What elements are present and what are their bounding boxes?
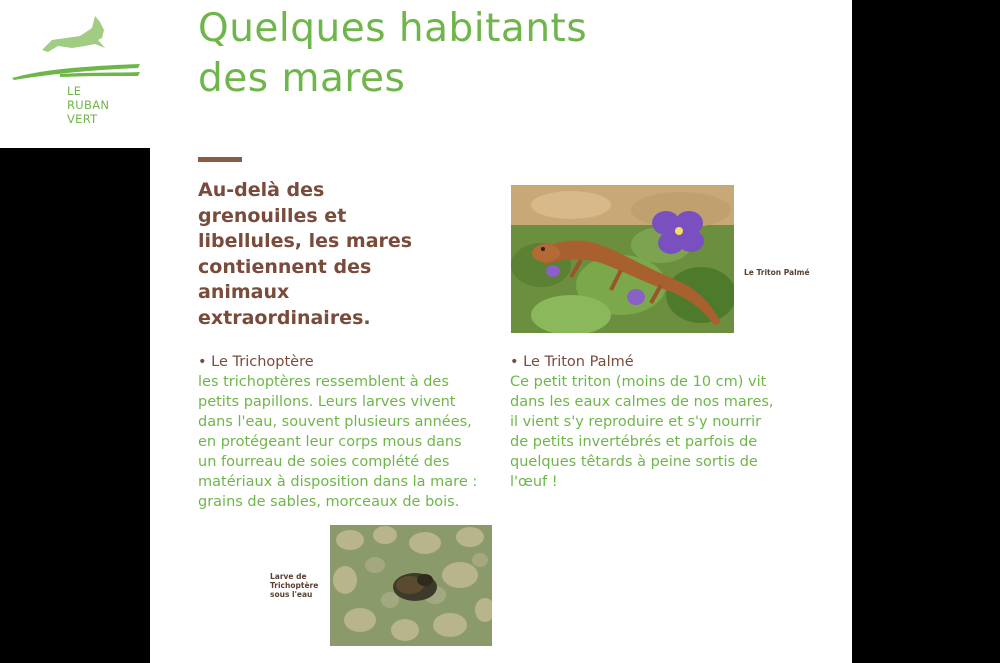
- larva-caption: [270, 572, 330, 599]
- logo-line: RUBAN: [67, 98, 110, 112]
- deer-icon: [0, 0, 150, 85]
- trichoptere-line: en protégeant leur corps mous dans: [198, 434, 462, 450]
- larva-photo: [330, 525, 492, 646]
- intro-line: contiennent des: [198, 255, 372, 278]
- newt-caption: Le Triton Palmé: [744, 268, 810, 277]
- logo-line: VERT: [67, 112, 98, 126]
- trichoptere-line: dans l'eau, souvent plusieurs années,: [198, 414, 472, 430]
- trichoptere-line: matériaux à disposition dans la mare :: [198, 474, 478, 490]
- newt-photo: [511, 185, 734, 333]
- larva-caption-line: Larve de: [270, 572, 307, 581]
- page-title: [198, 4, 587, 104]
- page: [150, 0, 852, 663]
- trichoptere-line: petits papillons. Leurs larves vivent: [198, 394, 456, 410]
- triton-heading: • Le Triton Palmé: [510, 354, 634, 370]
- trichoptere-section: [198, 352, 498, 512]
- trichoptere-line: les trichoptères ressemblent à des: [198, 374, 449, 390]
- intro-text: [198, 178, 458, 331]
- triton-line: l'œuf !: [510, 474, 558, 490]
- title-line-2: des mares: [198, 56, 406, 101]
- triton-section: [510, 352, 810, 492]
- larva-caption-line: sous l'eau: [270, 590, 313, 599]
- triton-line: il vient s'y reproduire et s'y nourrir: [510, 414, 762, 430]
- triton-line: dans les eaux calmes de nos mares,: [510, 394, 774, 410]
- trichoptere-line: un fourreau de soies complété des: [198, 454, 450, 470]
- divider: [198, 157, 242, 162]
- intro-line: Au-delà des: [198, 179, 325, 201]
- triton-line: Ce petit triton (moins de 10 cm) vit: [510, 374, 767, 390]
- larva-caption-line: Trichoptère: [270, 581, 319, 590]
- intro-line: animaux: [198, 281, 290, 303]
- trichoptere-heading: • Le Trichoptère: [198, 354, 314, 370]
- triton-line: de petits invertébrés et parfois de: [510, 434, 758, 450]
- title-line-1: Quelques habitants: [198, 6, 588, 51]
- trichoptere-line: grains de sables, morceaux de bois.: [198, 494, 460, 510]
- intro-line: libellules, les mares: [198, 230, 413, 252]
- logo-line: LE: [67, 84, 82, 98]
- logo: [0, 0, 150, 148]
- logo-text: [67, 84, 109, 126]
- triton-line: quelques têtards à peine sortis de: [510, 454, 758, 470]
- intro-line: grenouilles et: [198, 204, 347, 227]
- intro-line: extraordinaires.: [198, 306, 371, 329]
